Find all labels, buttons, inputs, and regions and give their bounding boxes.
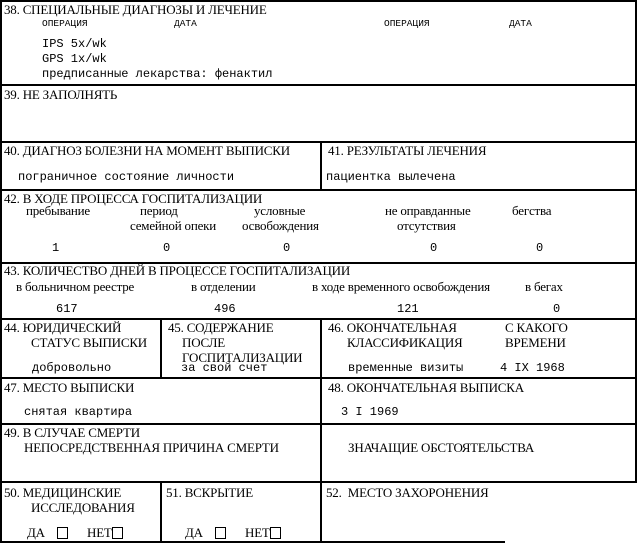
section-40-title: 40. ДИАГНОЗ БОЛЕЗНИ НА МОМЕНТ ВЫПИСКИ — [4, 143, 290, 158]
section-42-title: 42. В ХОДЕ ПРОЦЕССА ГОСПИТАЛИЗАЦИИ — [4, 191, 263, 206]
column-value: 0 — [430, 241, 438, 255]
column-value: 1 — [52, 241, 60, 255]
grid-divider-50-51 — [160, 481, 162, 543]
final-discharge-date-value: 3 I 1969 — [341, 405, 399, 419]
column-header: бегства — [512, 203, 552, 218]
grid-line-bottom — [0, 541, 505, 543]
treatment-entry: IPS 5x/wk — [42, 37, 107, 51]
operation-column-header-right: ОПЕРАЦИЯ — [384, 18, 430, 29]
column-value: 0 — [283, 241, 291, 255]
section-50-title: 50. МЕДИЦИНСКИЕ — [4, 485, 122, 500]
section-45-title: 45. СОДЕРЖАНИЕ — [168, 320, 274, 335]
section-46-title-line2: КЛАССИФИКАЦИЯ — [347, 335, 463, 350]
medical-research-yes-label: ДА — [27, 525, 45, 540]
column-header: не оправданные — [385, 203, 471, 218]
medical-research-no-label: НЕТ — [87, 525, 112, 540]
grid-divider-mid-lower — [320, 318, 322, 543]
column-value: 617 — [56, 302, 78, 316]
section-52-title: 52. МЕСТО ЗАХОРОНЕНИЯ — [326, 485, 489, 500]
since-when-header: С КАКОГО — [505, 320, 568, 335]
grid-line-row49-bottom — [0, 481, 637, 483]
section-51-title: 51. ВСКРЫТИЕ — [166, 485, 253, 500]
column-value: 0 — [553, 302, 561, 316]
section-38-title: 38. СПЕЦИАЛЬНЫЕ ДИАГНОЗЫ И ЛЕЧЕНИЕ — [4, 2, 267, 17]
section-48-title: 48. ОКОНЧАТЕЛЬНАЯ ВЫПИСКА — [328, 380, 524, 395]
section-44-title: 44. ЮРИДИЧЕСКИЙ — [4, 320, 122, 335]
column-value: 121 — [397, 302, 419, 316]
section-39-title: 39. НЕ ЗАПОЛНЯТЬ — [4, 87, 118, 102]
column-header: в ходе временного освобождения — [312, 279, 490, 294]
section-50-title-line2: ИССЛЕДОВАНИЯ — [31, 500, 135, 515]
column-header: в больничном реестре — [16, 279, 135, 294]
section-45-title-line3: ГОСПИТАЛИЗАЦИИ — [182, 350, 303, 365]
final-classification-value: временные визиты — [348, 361, 464, 375]
treatment-entry: предписанные лекарства: фенактил — [42, 67, 273, 81]
section-49-title: 49. В СЛУЧАЕ СМЕРТИ — [4, 425, 140, 440]
column-header: пребывание — [26, 203, 90, 218]
column-header: условные — [254, 203, 306, 218]
autopsy-no-label: НЕТ — [245, 525, 270, 540]
column-header: отсутствия — [397, 218, 456, 233]
medical-research-yes-checkbox[interactable] — [57, 527, 68, 539]
since-when-header-line2: ВРЕМЕНИ — [505, 335, 566, 350]
autopsy-yes-label: ДА — [185, 525, 203, 540]
grid-line-row38-bottom — [0, 84, 637, 86]
autopsy-yes-checkbox[interactable] — [215, 527, 226, 539]
treatment-result-value: пациентка вылечена — [326, 170, 456, 184]
section-44-title-line2: СТАТУС ВЫПИСКИ — [31, 335, 147, 350]
section-49-title-line2: НЕПОСРЕДСТВЕННАЯ ПРИЧИНА СМЕРТИ — [24, 440, 279, 455]
legal-status-value: добровольно — [32, 361, 112, 375]
column-header: освобождения — [242, 218, 319, 233]
date-column-header-right: ДАТА — [509, 18, 532, 29]
column-value: 0 — [163, 241, 171, 255]
grid-line-left — [0, 0, 2, 543]
section-46-title: 46. ОКОНЧАТЕЛЬНАЯ — [328, 320, 457, 335]
discharge-diagnosis-value: пограничное состояние личности — [18, 170, 235, 184]
column-header: в отделении — [191, 279, 256, 294]
discharge-place-value: снятая квартира — [24, 405, 133, 419]
operation-column-header-left: ОПЕРАЦИЯ — [42, 18, 88, 29]
significant-circumstances-header: ЗНАЧАЩИЕ ОБСТОЯТЕЛЬСТВА — [348, 440, 535, 455]
column-header: семейной опеки — [130, 218, 217, 233]
treatment-entry: GPS 1x/wk — [42, 52, 107, 66]
grid-divider-44-45 — [160, 318, 162, 377]
medical-research-no-checkbox[interactable] — [112, 527, 123, 539]
column-value: 0 — [536, 241, 544, 255]
section-41-title: 41. РЕЗУЛЬТАТЫ ЛЕЧЕНИЯ — [328, 143, 487, 158]
grid-divider-40-41 — [320, 141, 322, 189]
column-header: период — [140, 203, 178, 218]
since-when-value: 4 IX 1968 — [500, 361, 565, 375]
grid-line-row44-bottom — [0, 377, 637, 379]
column-header: в бегах — [525, 279, 563, 294]
section-45-title-line2: ПОСЛЕ — [182, 335, 226, 350]
grid-line-right — [635, 0, 637, 483]
post-hospital-care-value: за свой счет — [181, 361, 268, 375]
autopsy-no-checkbox[interactable] — [270, 527, 281, 539]
section-43-title: 43. КОЛИЧЕСТВО ДНЕЙ В ПРОЦЕССЕ ГОСПИТАЛИЗАЦИИ — [4, 263, 351, 278]
date-column-header-left: ДАТА — [174, 18, 197, 29]
column-value: 496 — [214, 302, 236, 316]
section-47-title: 47. МЕСТО ВЫПИСКИ — [4, 380, 135, 395]
